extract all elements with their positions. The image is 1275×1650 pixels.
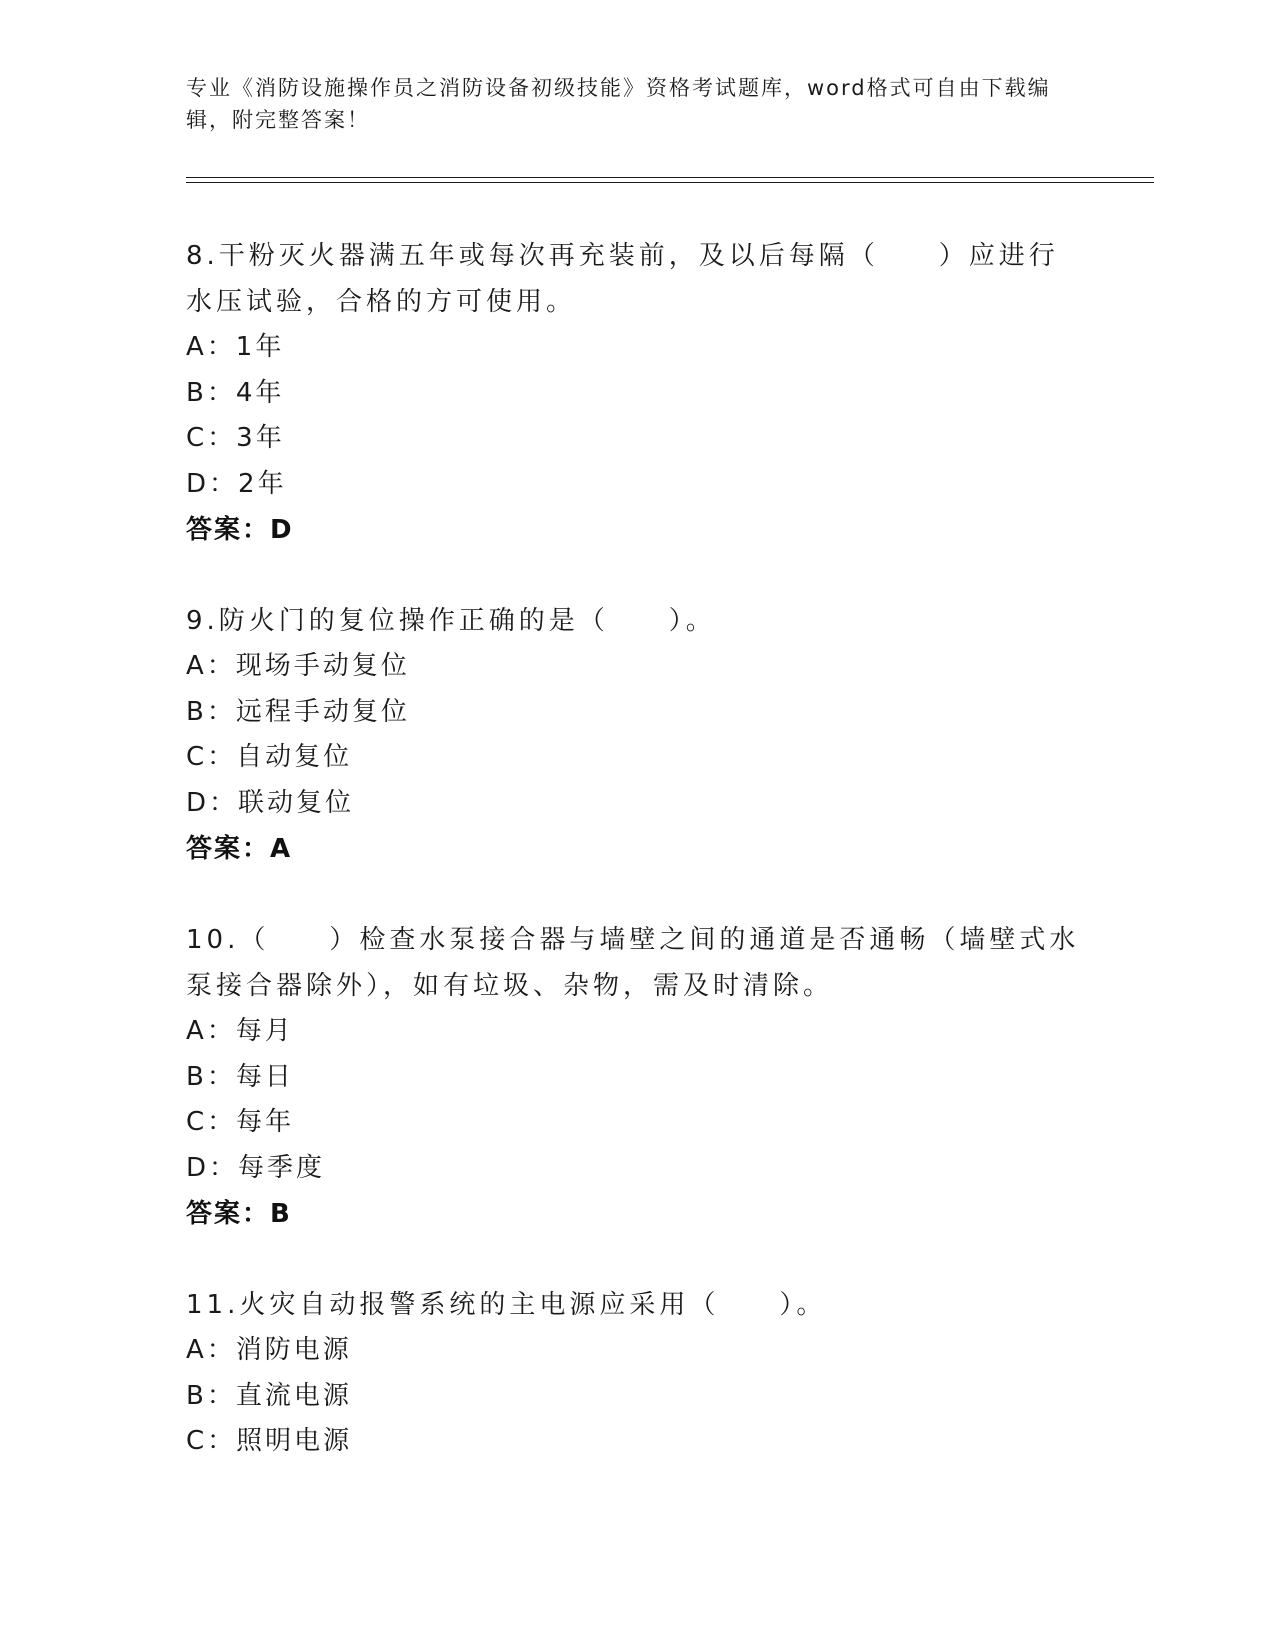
answer-text: 答案：D <box>186 515 294 545</box>
question-text: 8.干粉灭火器满五年或每次再充装前，及以后每隔（ ）应进行水压试验，合格的方可使用。 <box>186 241 1059 317</box>
option-b: B：4年 <box>186 377 285 408</box>
question-text: 9.防火门的复位操作正确的是（ ）。 <box>186 606 716 636</box>
document-header: 专业《消防设施操作员之消防设备初级技能》资格考试题库，word格式可自由下载编辑，附完整答案！ <box>186 76 1051 132</box>
question-item <box>186 598 1086 872</box>
question-item <box>186 917 1086 1237</box>
header-divider-bottom <box>186 182 1154 183</box>
option-d: D：2年 <box>186 468 287 499</box>
option-b: B：每日 <box>186 1061 294 1092</box>
question-item <box>186 1282 1086 1465</box>
option-c: C：3年 <box>186 423 285 453</box>
option-d: D：联动复位 <box>186 787 355 818</box>
header-divider-top <box>186 177 1154 178</box>
option-c: C：自动复位 <box>186 742 353 772</box>
answer-text: 答案：A <box>186 834 293 864</box>
question-list <box>186 233 1086 1510</box>
option-c: C：每年 <box>186 1107 295 1137</box>
option-a: A：现场手动复位 <box>186 651 410 681</box>
option-c: C：照明电源 <box>186 1426 353 1456</box>
option-d: D：每季度 <box>186 1152 326 1183</box>
option-a: A：消防电源 <box>186 1335 352 1365</box>
option-b: B：远程手动复位 <box>186 696 410 727</box>
question-item <box>186 233 1086 553</box>
question-text: 11.火灾自动报警系统的主电源应采用（ ）。 <box>186 1290 827 1320</box>
question-text: 10.（ ）检查水泵接合器与墙壁之间的通道是否通畅（墙壁式水泵接合器除外），如有垃圾、杂物，需及时清除。 <box>186 925 1080 1001</box>
option-b: B：直流电源 <box>186 1380 352 1411</box>
answer-text: 答案：B <box>186 1199 292 1229</box>
option-a: A：每月 <box>186 1016 294 1046</box>
option-a: A：1年 <box>186 332 285 362</box>
